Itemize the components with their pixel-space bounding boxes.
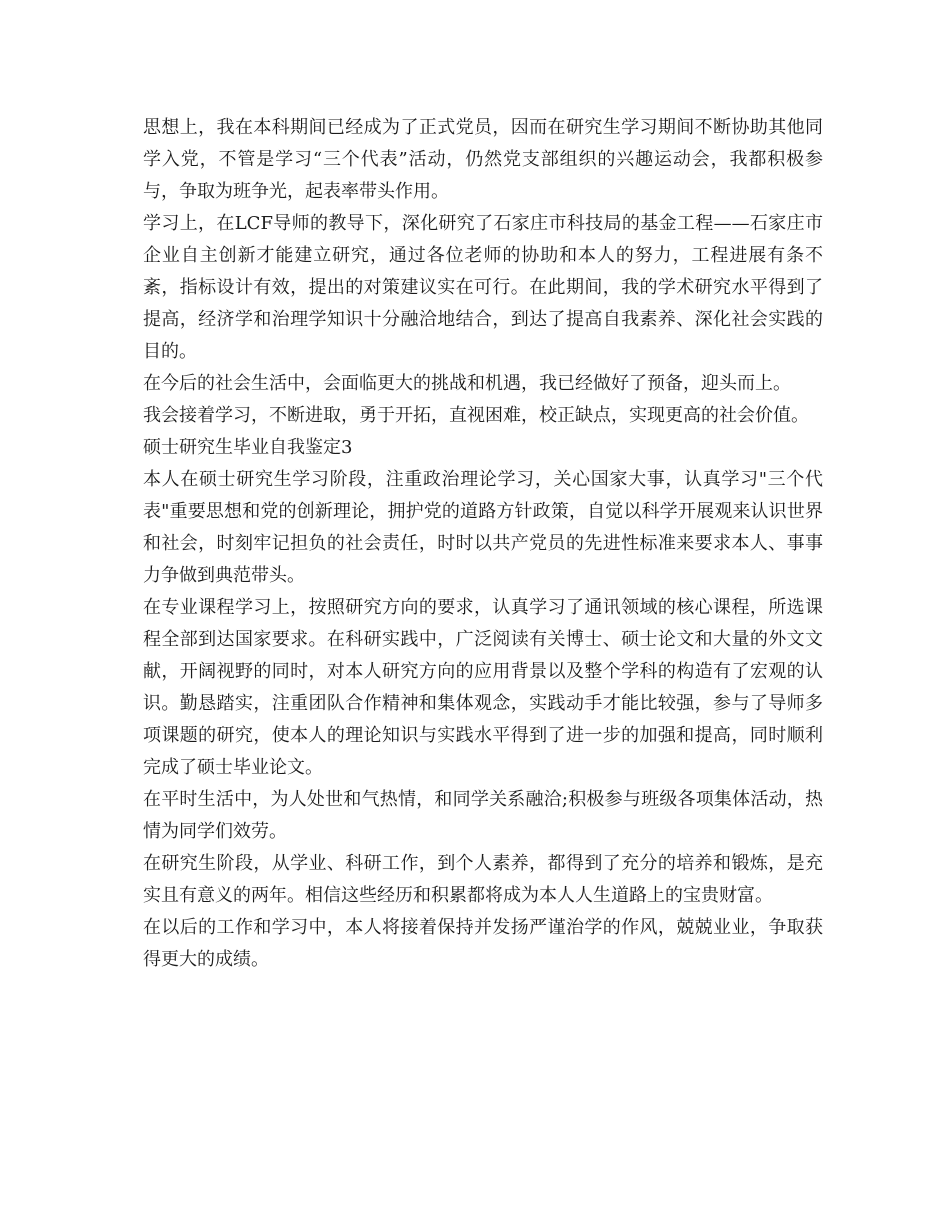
paragraph-continue-learning: 我会接着学习，不断进取，勇于开拓，直视困难，校正缺点，实现更高的社会价值。: [143, 405, 809, 426]
paragraph-daily-life: 在平时生活中，为人处世和气热情，和同学关系融洽;积极参与班级各项集体活动，热情为同学们效劳。: [143, 789, 823, 842]
paragraph-future-work: 在以后的工作和学习中，本人将接着保持并发扬严谨治学的作风，兢兢业业，争取获得更大的成绩。: [143, 917, 823, 970]
paragraph-study: 学习上，在LCF导师的教导下，深化研究了石家庄市科技局的基金工程——石家庄市企业自主创新才能建立研究，通过各位老师的协助和本人的努力，工程进展有条不紊，指标设计有效，提出的对策建议实在可行。在此期间，我的学术研究水平得到了提高，经济学和治理学知识十分融洽地结合，到达了提高自我素养、深化社会实践的目的。: [143, 213, 823, 362]
paragraph-political-study: 本人在硕士研究生学习阶段，注重政治理论学习，关心国家大事，认真学习"三个代表"重要思想和党的创新理论，拥护党的道路方针政策，自觉以科学开展观来认识世界和社会，时刻牢记担负的社会责任，时时以共产党员的先进性标准来要求本人、事事力争做到典范带头。: [143, 469, 823, 586]
section-heading: 硕士研究生毕业自我鉴定3: [143, 437, 353, 458]
paragraph-ideology: 思想上，我在本科期间已经成为了正式党员，因而在研究生学习期间不断协助其他同学入党，不管是学习“三个代表”活动，仍然党支部组织的兴趣运动会，我都积极参与，争取为班争光，起表率带头作用。: [143, 117, 823, 202]
paragraph-coursework: 在专业课程学习上，按照研究方向的要求，认真学习了通讯领域的核心课程，所选课程全部到达国家要求。在科研实践中，广泛阅读有关博士、硕士论文和大量的外文文献，开阔视野的同时，对本人研究方向的应用背景以及整个学科的构造有了宏观的认识。勤恳踏实，注重团队合作精神和集体观念，实践动手才能比较强，参与了导师多项课题的研究，使本人的理论知识与实践水平得到了进一步的加强和提高，同时顺利完成了硕士毕业论文。: [143, 597, 823, 778]
document-body: [143, 112, 823, 976]
paragraph-graduate-stage: 在研究生阶段，从学业、科研工作，到个人素养，都得到了充分的培养和锻炼，是充实且有意义的两年。相信这些经历和积累都将成为本人人生道路上的宝贵财富。: [143, 853, 823, 906]
paragraph-future: 在今后的社会生活中，会面临更大的挑战和机遇，我已经做好了预备，迎头而上。: [143, 373, 791, 394]
